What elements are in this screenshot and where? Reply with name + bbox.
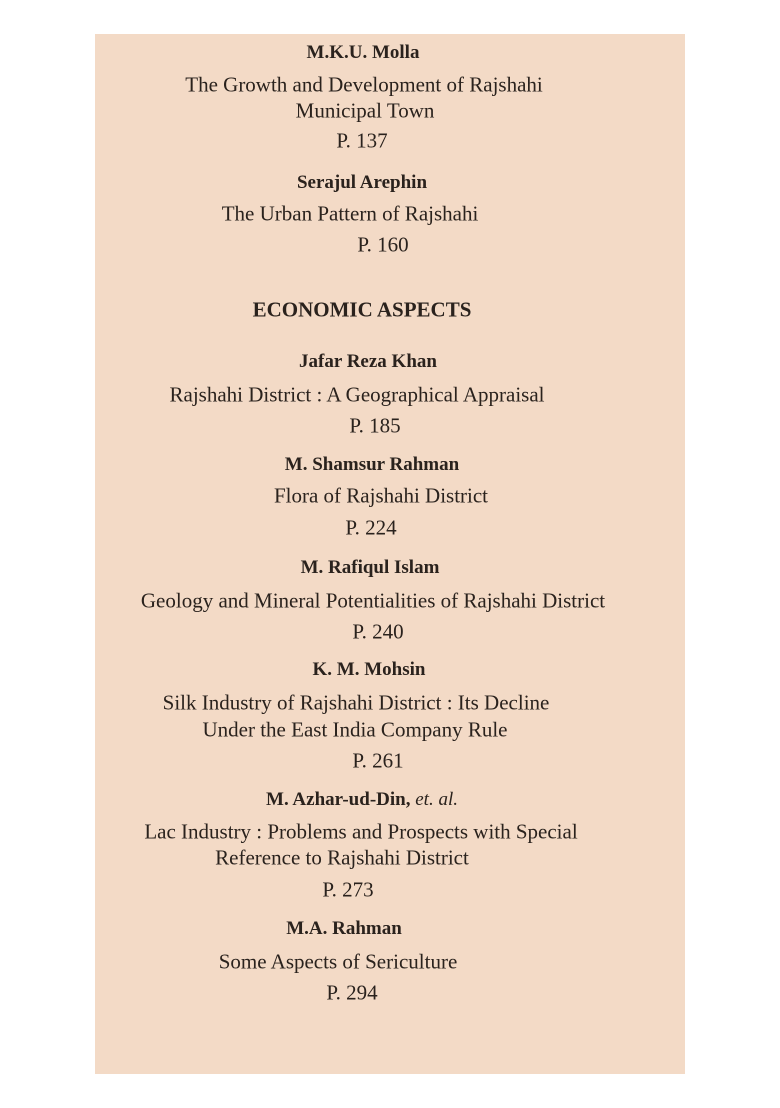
page-number: P. 160 <box>357 232 409 257</box>
page-number: P. 137 <box>336 128 388 153</box>
author: M.K.U. Molla <box>306 42 420 63</box>
article-title: Municipal Town <box>295 98 435 123</box>
author: Serajul Arephin <box>296 172 428 193</box>
section-heading: ECONOMIC ASPECTS <box>252 297 472 322</box>
article-title: Rajshahi District : A Geographical Appraisal <box>169 382 545 407</box>
page-number: P. 240 <box>352 619 404 644</box>
author: Jafar Reza Khan <box>299 351 437 372</box>
article-title: Reference to Rajshahi District <box>215 845 469 870</box>
page-number: P. 224 <box>345 515 397 540</box>
article-title: Silk Industry of Rajshahi District : Its Decline <box>162 690 550 715</box>
article-title: Flora of Rajshahi District <box>273 483 489 508</box>
article-title: Some Aspects of Sericulture <box>218 949 458 974</box>
author-name: M. Azhar-ud-Din, <box>266 789 411 810</box>
article-title: Geology and Mineral Potentialities of Rajshahi District <box>140 588 606 613</box>
page-number: P. 185 <box>349 413 401 438</box>
author: M.A. Rahman <box>286 918 402 939</box>
page-number: P. 273 <box>322 877 374 902</box>
article-title: The Growth and Development of Rajshahi <box>185 72 543 97</box>
author: K. M. Mohsin <box>312 659 426 680</box>
page-number: P. 261 <box>352 748 404 773</box>
article-title: Lac Industry : Problems and Prospects with Special <box>144 819 578 844</box>
article-title: Under the East India Company Rule <box>202 717 508 742</box>
article-title: The Urban Pattern of Rajshahi <box>221 201 479 226</box>
author <box>266 789 458 811</box>
page-number: P. 294 <box>326 980 378 1005</box>
author-suffix: et. al. <box>415 789 458 810</box>
author: M. Rafiqul Islam <box>300 557 440 578</box>
author: M. Shamsur Rahman <box>284 454 460 475</box>
